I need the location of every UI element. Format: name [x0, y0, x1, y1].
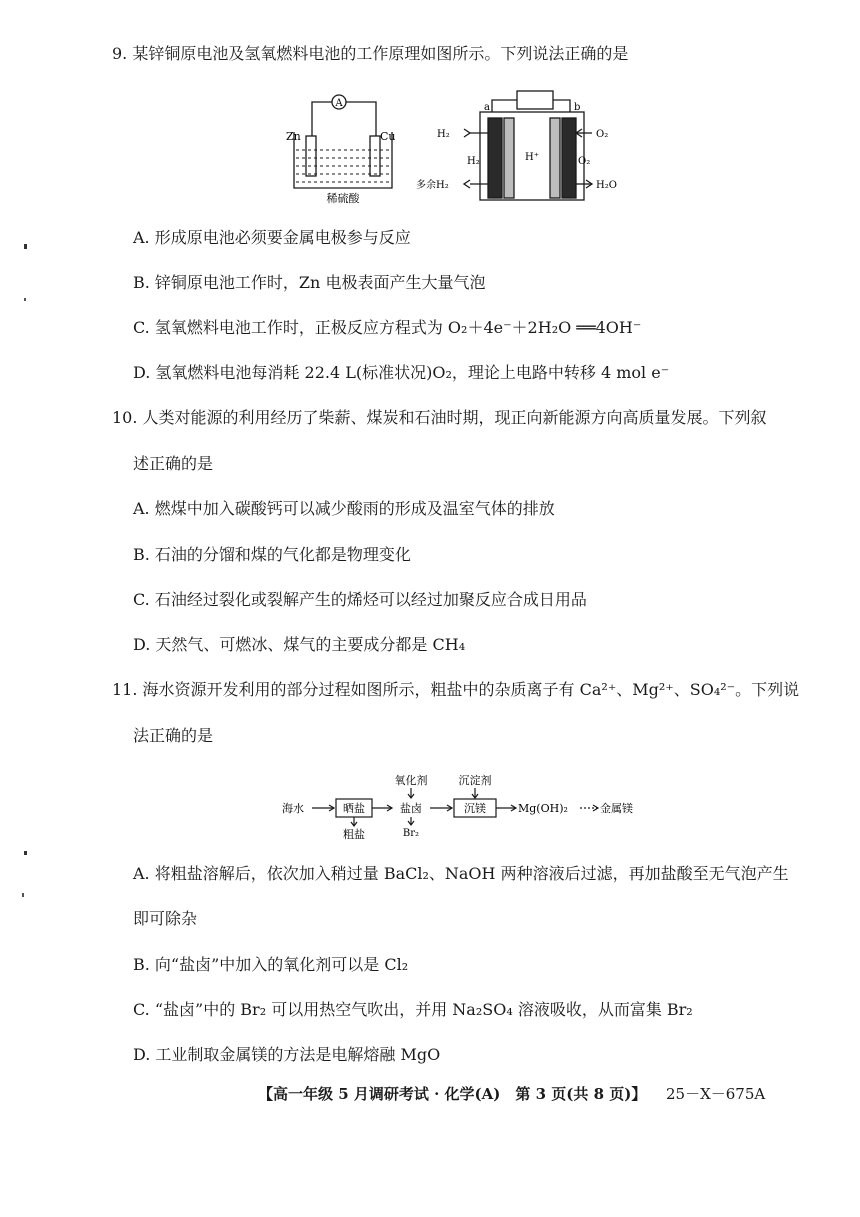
question-11-stem-cont: 法正确的是 [133, 726, 214, 745]
exam-code: 25－X－675A [666, 1085, 766, 1103]
scan-mark [24, 851, 27, 855]
q11-option-b: B. 向“盐卤”中加入的氧化剂可以是 Cl₂ [133, 955, 409, 974]
scan-mark [24, 298, 26, 301]
metal-magnesium-label: 金属镁 [600, 802, 633, 815]
q10-option-d: D. 天然气、可燃冰、煤气的主要成分都是 CH₄ [133, 635, 466, 654]
zn-electrode-label: Zn [286, 130, 301, 143]
question-10-stem: 10. 人类对能源的利用经历了柴薪、煤炭和石油时期，现正向新能源方向高质量发展。下列叙 [112, 408, 767, 427]
q11-option-a: A. 将粗盐溶解后，依次加入稍过量 BaCl₂、NaOH 两种溶液后过滤，再加盐酸至无气泡产生 [133, 864, 789, 883]
evaporate-box-label: 晒盐 [343, 802, 365, 815]
brine-label: 盐卤 [400, 802, 422, 815]
oxidant-label: 氧化剂 [394, 774, 428, 787]
q9-option-a: A. 形成原电池必须要金属电极参与反应 [133, 228, 411, 247]
q11-option-c: C. “盐卤”中的 Br₂ 可以用热空气吹出，并用 Na₂SO₄ 溶液吸收，从而富集 Br₂ [133, 1000, 693, 1019]
question-10-stem-cont: 述正确的是 [133, 454, 214, 473]
seawater-label: 海水 [282, 802, 304, 815]
electrode-b-label: b [574, 102, 581, 113]
q11-option-a-cont: 即可除杂 [133, 909, 198, 928]
ammeter-label: A [335, 98, 343, 109]
precipitate-mg-box-label: 沉镁 [464, 802, 486, 815]
q11-option-d: D. 工业制取金属镁的方法是电解熔融 MgO [133, 1045, 441, 1064]
precipitant-label: 沉淀剂 [458, 774, 492, 787]
scan-mark [22, 893, 24, 897]
water-outlet-label: H₂O [596, 180, 617, 191]
h2-chamber-label: H₂ [467, 156, 480, 167]
q9-option-c: C. 氢氧燃料电池工作时，正极反应方程式为 O₂＋4e⁻＋2H₂O ══4OH⁻ [133, 318, 642, 337]
o2-chamber-label: O₂ [578, 156, 591, 167]
question-11-stem: 11. 海水资源开发利用的部分过程如图所示，粗盐中的杂质离子有 Ca²⁺、Mg²⁺、SO₄²⁻。下列说 [112, 680, 800, 699]
q9-option-b: B. 锌铜原电池工作时，Zn 电极表面产生大量气泡 [133, 273, 486, 292]
excess-h2-label: 多余H₂ [416, 180, 449, 191]
battery-diagram [280, 88, 640, 208]
q9-option-d: D. 氢氧燃料电池每消耗 22.4 L(标准状况)O₂，理论上电路中转移 4 mol e⁻ [133, 363, 670, 382]
cu-electrode-label: Cu [380, 130, 396, 143]
q10-option-b: B. 石油的分馏和煤的气化都是物理变化 [133, 545, 411, 564]
q10-option-a: A. 燃煤中加入碳酸钙可以减少酸雨的形成及温室气体的排放 [133, 499, 555, 518]
bromine-label: Br₂ [402, 828, 420, 839]
h-plus-label: H⁺ [525, 152, 539, 163]
magnesium-hydroxide-label: Mg(OH)₂ [518, 802, 568, 815]
question-9-stem: 9. 某锌铜原电池及氢氧燃料电池的工作原理如图所示。下列说法正确的是 [112, 44, 629, 63]
zinc-copper-cell [294, 95, 392, 188]
page-footer: 【高一年级 5 月调研考试 · 化学(A) 第 3 页(共 8 页)】 [258, 1085, 647, 1103]
crude-salt-label: 粗盐 [343, 828, 365, 840]
h2-inlet-label: H₂ [437, 129, 450, 140]
q10-option-c: C. 石油经过裂化或裂解产生的烯烃可以经过加聚反应合成日用品 [133, 590, 587, 609]
seawater-flow-diagram [280, 768, 660, 840]
o2-inlet-label: O₂ [596, 129, 609, 140]
electrolyte-label: 稀硫酸 [326, 192, 360, 205]
scan-mark [24, 244, 27, 249]
electrode-a-label: a [484, 102, 490, 113]
